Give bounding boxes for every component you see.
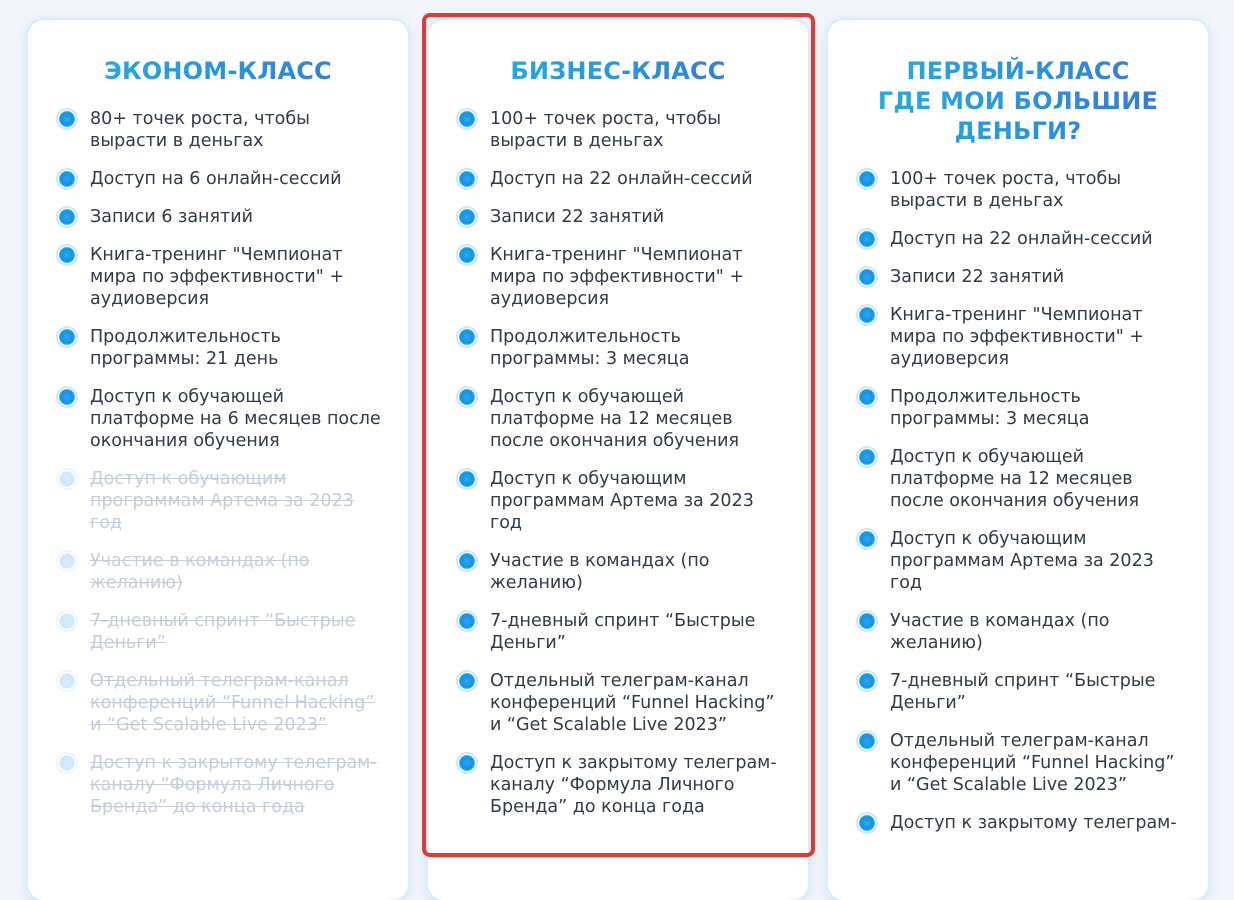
bullet-dot-icon — [56, 206, 78, 228]
feature-item — [456, 108, 784, 152]
bullet-dot-icon — [456, 386, 478, 408]
feature-text: 7-дневный спринт “Быстрые Деньги” — [890, 671, 1156, 713]
feature-text: Записи 22 занятий — [890, 267, 1065, 287]
plan-card-business[interactable] — [428, 20, 808, 900]
feature-item — [56, 108, 384, 152]
feature-item — [856, 304, 1184, 370]
feature-text: Отдельный телеграм-канал конференций “Funnel Hacking” и “Get Scalable Live 2023” — [490, 671, 775, 735]
feature-list — [428, 108, 808, 818]
feature-item — [856, 610, 1184, 654]
bullet-dot-icon — [56, 468, 78, 490]
plan-title: ЭКОНОМ-КЛАСС — [28, 56, 408, 86]
feature-item — [456, 610, 784, 654]
plan-title-line: ГДЕ МОИ БОЛЬШИЕ — [877, 87, 1159, 115]
bullet-dot-icon — [856, 610, 878, 632]
feature-text: Доступ на 22 онлайн-сессий — [890, 229, 1153, 249]
plan-title: БИЗНЕС-КЛАСС — [428, 56, 808, 86]
feature-item — [56, 206, 384, 228]
feature-text: Доступ к закрытому телеграм- — [890, 813, 1177, 833]
feature-item — [456, 244, 784, 310]
bullet-dot-icon — [856, 446, 878, 468]
bullet-dot-icon — [856, 266, 878, 288]
bullet-dot-icon — [456, 550, 478, 572]
bullet-dot-icon — [456, 670, 478, 692]
bullet-dot-icon — [56, 244, 78, 266]
feature-item — [56, 670, 384, 736]
feature-text: Книга-тренинг "Чемпионат мира по эффективности" + аудиоверсия — [490, 245, 745, 309]
feature-item — [56, 326, 384, 370]
feature-item — [856, 266, 1184, 288]
bullet-dot-icon — [56, 670, 78, 692]
bullet-dot-icon — [456, 168, 478, 190]
bullet-dot-icon — [456, 244, 478, 266]
feature-item — [456, 468, 784, 534]
feature-list — [828, 168, 1208, 834]
feature-item — [456, 550, 784, 594]
feature-item — [856, 386, 1184, 430]
feature-text: Записи 22 занятий — [490, 207, 665, 227]
feature-text: Продолжительность программы: 3 месяца — [890, 387, 1090, 429]
bullet-dot-icon — [856, 670, 878, 692]
feature-text: Доступ к закрытому телеграм-каналу “Формула Личного Бренда” до конца года — [490, 753, 777, 817]
feature-text: Отдельный телеграм-канал конференций “Funnel Hacking” и “Get Scalable Live 2023” — [890, 731, 1175, 795]
feature-item — [856, 228, 1184, 250]
bullet-dot-icon — [856, 812, 878, 834]
bullet-dot-icon — [56, 326, 78, 348]
bullet-dot-icon — [456, 206, 478, 228]
bullet-dot-icon — [456, 610, 478, 632]
feature-text: Доступ к закрытому телеграм-каналу “Формула Личного Бренда” до конца года — [90, 753, 377, 817]
feature-text: Отдельный телеграм-канал конференций “Funnel Hacking” и “Get Scalable Live 2023” — [90, 671, 375, 735]
feature-item — [856, 670, 1184, 714]
plan-card-economy — [28, 20, 408, 900]
bullet-dot-icon — [56, 168, 78, 190]
feature-item — [56, 752, 384, 818]
bullet-dot-icon — [856, 304, 878, 326]
feature-item — [456, 386, 784, 452]
feature-text: Доступ к обучающей платформе на 12 месяцев после окончания обучения — [890, 447, 1139, 511]
bullet-dot-icon — [456, 326, 478, 348]
feature-item — [856, 812, 1184, 834]
plan-title-line: ДЕНЬГИ? — [954, 117, 1082, 145]
feature-text: Книга-тренинг "Чемпионат мира по эффективности" + аудиоверсия — [890, 305, 1145, 369]
feature-item — [856, 730, 1184, 796]
feature-text: 80+ точек роста, чтобы вырасти в деньгах — [90, 109, 310, 151]
bullet-dot-icon — [456, 108, 478, 130]
feature-text: Участие в командах (по желанию) — [90, 551, 310, 593]
feature-text: Доступ к обучающим программам Артема за 2023 год — [890, 529, 1154, 593]
feature-item — [456, 326, 784, 370]
feature-text: Доступ на 22 онлайн-сессий — [490, 169, 753, 189]
feature-text: Продолжительность программы: 3 месяца — [490, 327, 690, 369]
feature-text: Доступ на 6 онлайн-сессий — [90, 169, 342, 189]
feature-item — [56, 550, 384, 594]
feature-text: 7-дневный спринт “Быстрые Деньги” — [90, 611, 356, 653]
feature-text: Участие в командах (по желанию) — [490, 551, 710, 593]
feature-item — [56, 386, 384, 452]
bullet-dot-icon — [856, 386, 878, 408]
feature-item — [56, 468, 384, 534]
plan-title-line: ПЕРВЫЙ-КЛАСС — [906, 57, 1130, 85]
feature-text: Доступ к обучающим программам Артема за 2023 год — [90, 469, 354, 533]
feature-item — [56, 244, 384, 310]
feature-item — [856, 168, 1184, 212]
plan-card-first — [828, 20, 1208, 900]
bullet-dot-icon — [856, 228, 878, 250]
feature-text: 100+ точек роста, чтобы вырасти в деньгах — [890, 169, 1122, 211]
bullet-dot-icon — [856, 168, 878, 190]
feature-text: Доступ к обучающим программам Артема за 2023 год — [490, 469, 754, 533]
bullet-dot-icon — [56, 386, 78, 408]
feature-item — [456, 670, 784, 736]
feature-text: Участие в командах (по желанию) — [890, 611, 1110, 653]
feature-item — [56, 168, 384, 190]
feature-item — [856, 446, 1184, 512]
plan-title — [828, 56, 1208, 146]
bullet-dot-icon — [456, 752, 478, 774]
feature-text: 7-дневный спринт “Быстрые Деньги” — [490, 611, 756, 653]
bullet-dot-icon — [56, 550, 78, 572]
feature-item — [456, 206, 784, 228]
bullet-dot-icon — [56, 610, 78, 632]
feature-item — [456, 752, 784, 818]
feature-item — [56, 610, 384, 654]
bullet-dot-icon — [856, 730, 878, 752]
feature-item — [456, 168, 784, 190]
feature-text: Записи 6 занятий — [90, 207, 253, 227]
feature-text: Доступ к обучающей платформе на 6 месяцев после окончания обучения — [90, 387, 381, 451]
feature-list — [28, 108, 408, 818]
bullet-dot-icon — [456, 468, 478, 490]
feature-text: Доступ к обучающей платформе на 12 месяцев после окончания обучения — [490, 387, 739, 451]
feature-text: Продолжительность программы: 21 день — [90, 327, 281, 369]
bullet-dot-icon — [856, 528, 878, 550]
bullet-dot-icon — [56, 752, 78, 774]
bullet-dot-icon — [56, 108, 78, 130]
feature-text: Книга-тренинг "Чемпионат мира по эффективности" + аудиоверсия — [90, 245, 345, 309]
feature-text: 100+ точек роста, чтобы вырасти в деньгах — [490, 109, 722, 151]
feature-item — [856, 528, 1184, 594]
